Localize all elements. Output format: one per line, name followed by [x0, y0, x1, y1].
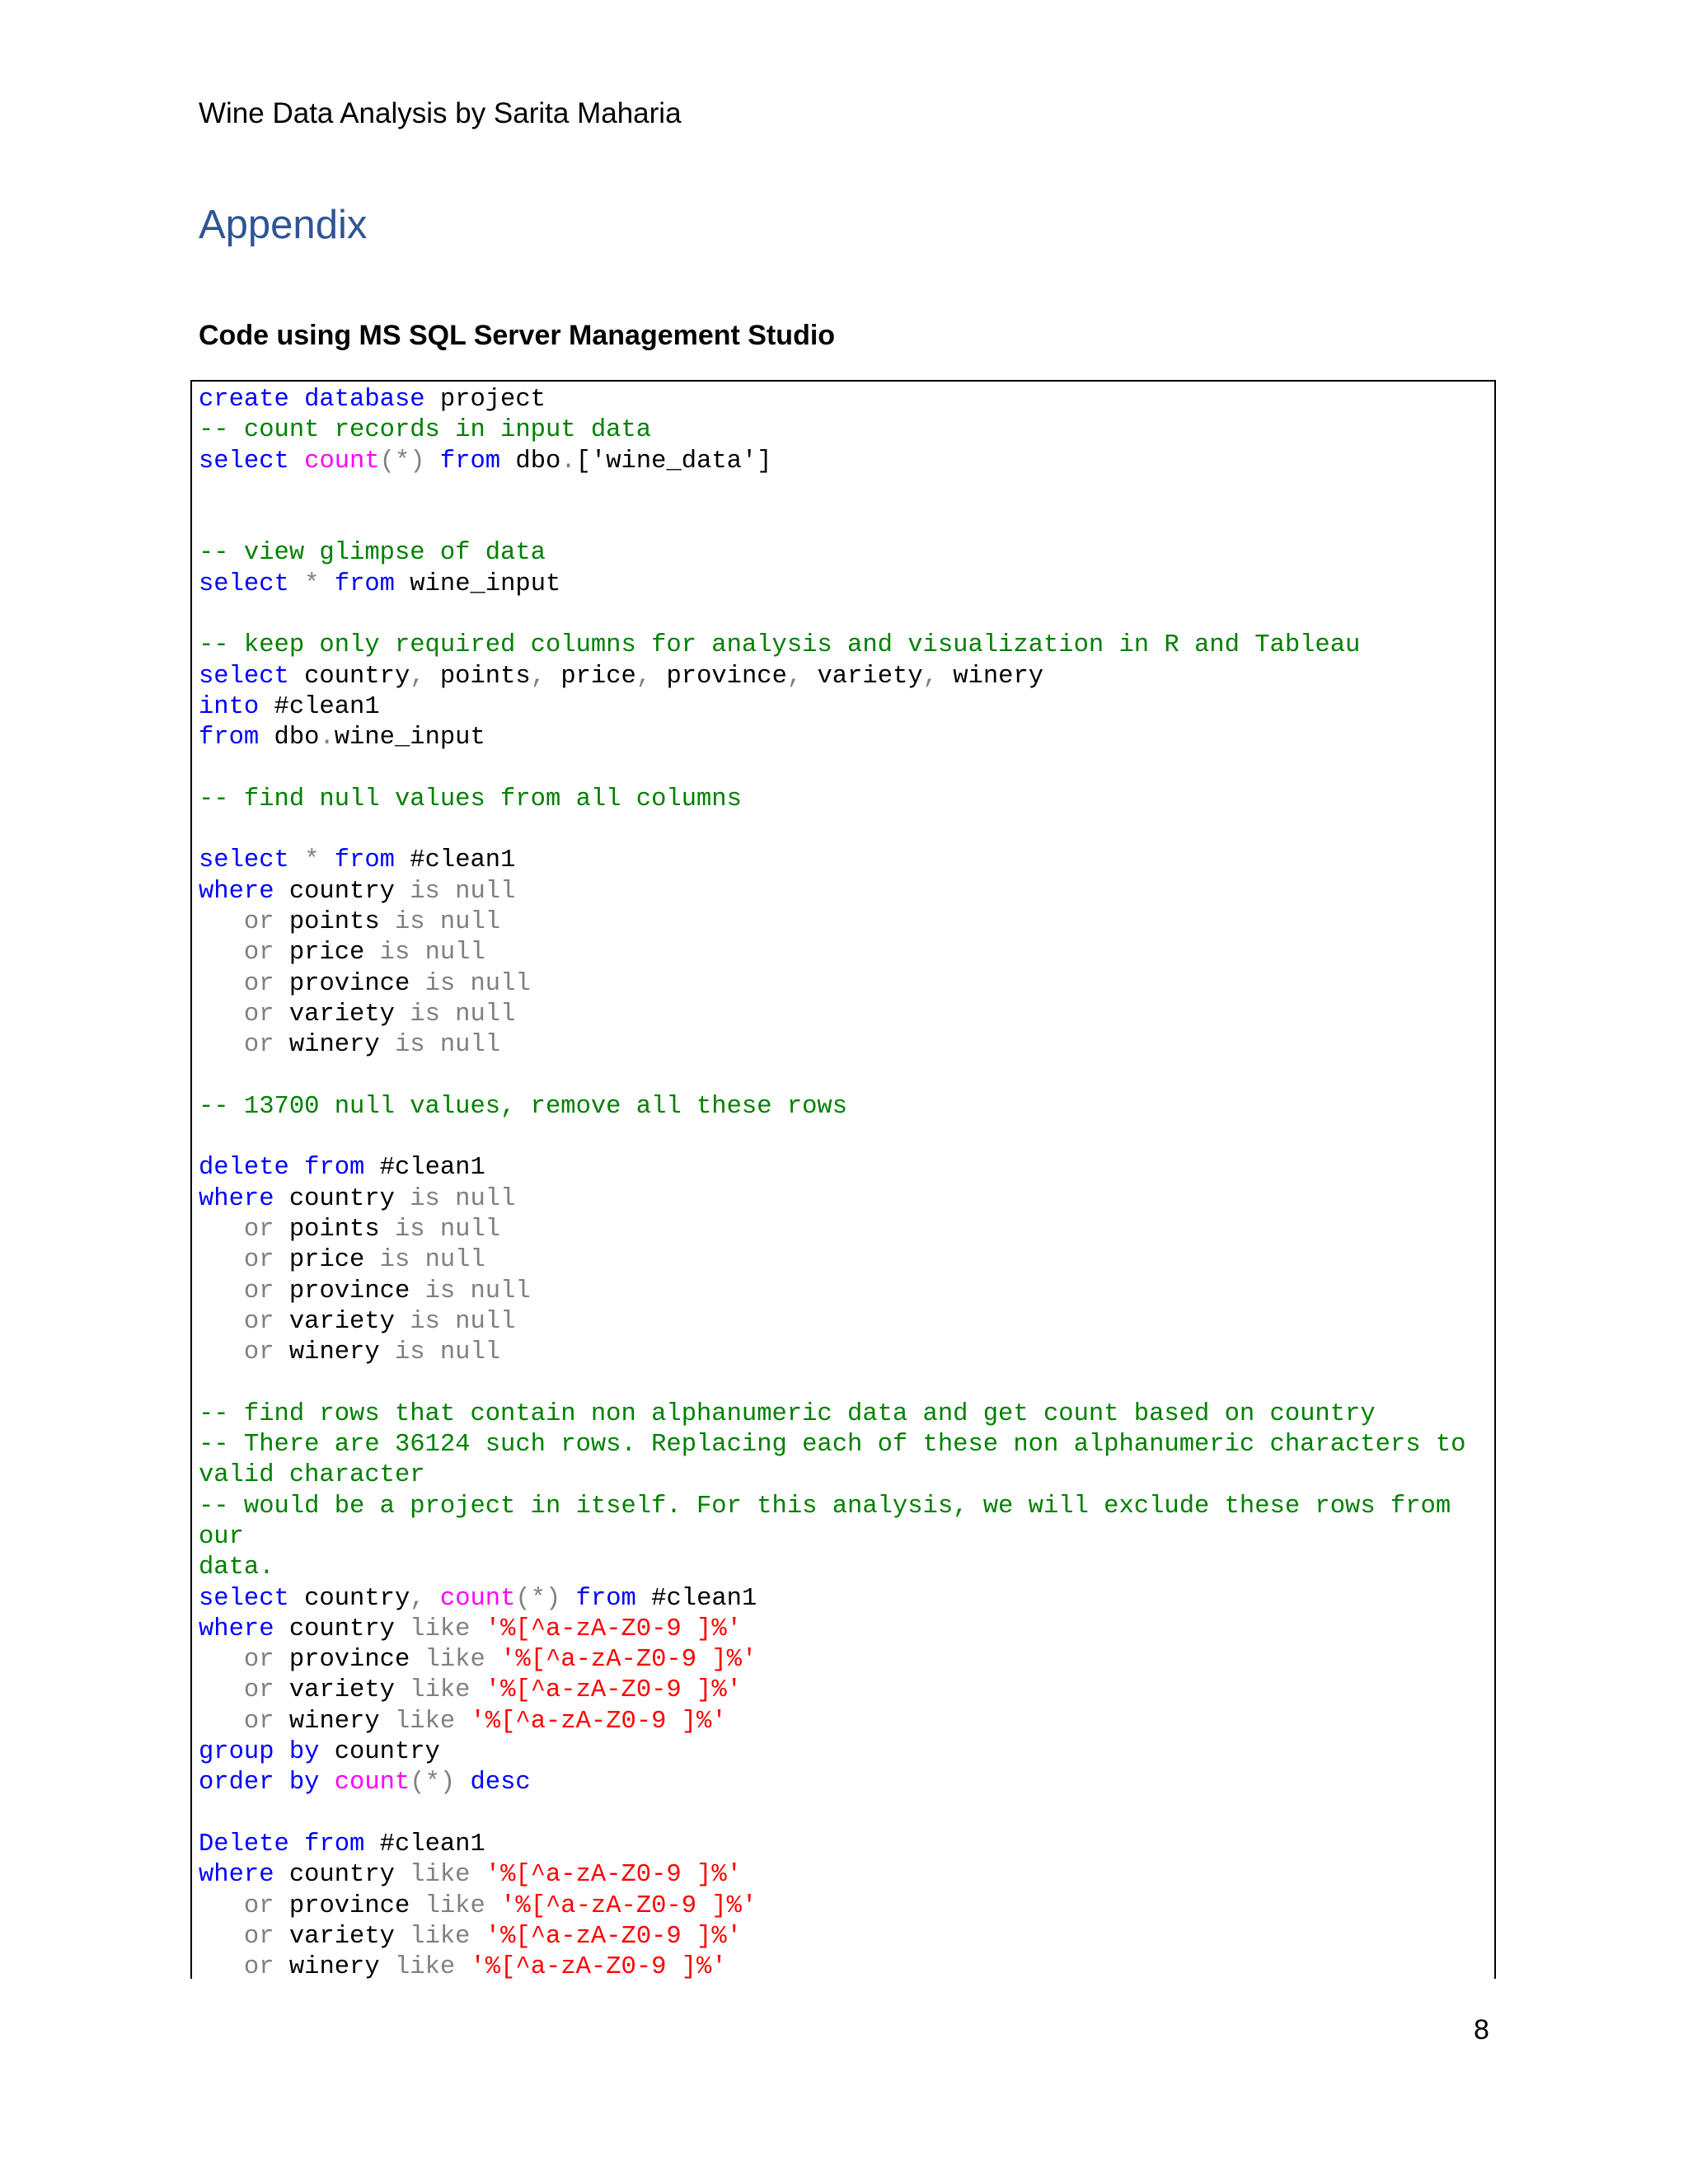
code-line: [199, 969, 1489, 1000]
code-line: [199, 1553, 1489, 1583]
sql-string: '%[^a-zA-Z0-9 ]%': [470, 1953, 727, 1982]
sql-identifier: dbo: [259, 724, 320, 752]
code-line: [199, 1615, 1489, 1645]
code-line: [199, 1153, 1489, 1183]
sql-keyword: select: [199, 662, 289, 691]
sql-operator: or: [243, 1953, 274, 1982]
sql-operator: like: [394, 1707, 456, 1736]
sql-operator: (*): [379, 447, 425, 476]
code-line: [199, 630, 1489, 661]
code-line: [199, 1799, 1489, 1830]
sql-identifier: winery: [274, 1031, 395, 1060]
code-line: [199, 877, 1489, 907]
sql-operator: is null: [394, 1216, 501, 1244]
sql-identifier: [199, 1953, 244, 1981]
code-line: [199, 692, 1489, 723]
sql-keyword: from: [334, 846, 395, 875]
section-heading: Code using MS SQL Server Management Studio: [199, 320, 836, 351]
sql-operator: .: [560, 447, 576, 476]
sql-identifier: [289, 846, 304, 874]
sql-identifier: project: [424, 386, 546, 414]
sql-string: '%[^a-zA-Z0-9 ]%': [485, 1676, 742, 1705]
sql-identifier: #clean1: [364, 1830, 485, 1858]
sql-identifier: [470, 1861, 485, 1889]
sql-identifier: price: [274, 939, 380, 968]
sql-string: '%[^a-zA-Z0-9 ]%': [485, 1861, 742, 1890]
sql-identifier: points: [424, 662, 531, 691]
code-line: [199, 415, 1489, 446]
sql-operator: ,: [922, 662, 938, 691]
sql-operator: is null: [410, 1307, 516, 1336]
sql-operator: is null: [394, 1338, 501, 1367]
sql-identifier: #clean1: [364, 1154, 485, 1183]
sql-identifier: #clean1: [394, 846, 516, 875]
sql-identifier: [455, 1769, 470, 1797]
sql-string: '%[^a-zA-Z0-9 ]%': [500, 1646, 757, 1675]
sql-identifier: [199, 1001, 244, 1029]
sql-keyword: where: [199, 1615, 274, 1643]
code-line: [199, 938, 1489, 968]
sql-operator: or: [243, 1707, 274, 1736]
code-line: [199, 662, 1489, 692]
sql-operator: or: [243, 1922, 274, 1951]
sql-identifier: [319, 570, 334, 598]
sql-identifier: [199, 1923, 244, 1951]
page-number: 8: [1474, 2014, 1489, 2046]
sql-operator: (*): [410, 1769, 456, 1797]
sql-identifier: [455, 1708, 470, 1736]
sql-identifier: variety: [274, 1922, 410, 1951]
sql-identifier: ['wine_data']: [575, 447, 772, 476]
code-line: [199, 447, 1489, 477]
sql-identifier: province: [274, 1646, 425, 1675]
code-line: [199, 1645, 1489, 1675]
sql-comment: -- keep only required columns for analysis and visualization in R and Tableau: [199, 631, 1361, 660]
sql-keyword: from: [575, 1584, 636, 1613]
running-header: Wine Data Analysis by Sarita Maharia: [199, 97, 682, 129]
sql-operator: like: [394, 1953, 456, 1982]
code-line: [199, 1277, 1489, 1307]
code-line: [199, 1092, 1489, 1122]
code-line: [199, 477, 1489, 508]
sql-identifier: winery: [937, 662, 1044, 691]
sql-keyword: select: [199, 447, 289, 476]
sql-operator: or: [243, 1216, 274, 1244]
sql-identifier: province: [274, 1891, 425, 1920]
code-line: [199, 1000, 1489, 1030]
sql-identifier: [199, 908, 244, 936]
sql-operator: .: [319, 724, 335, 752]
sql-identifier: price: [546, 662, 636, 691]
sql-operator: or: [243, 1338, 274, 1367]
sql-operator: (*): [515, 1584, 561, 1613]
sql-keyword: where: [199, 877, 274, 906]
code-line: [199, 1369, 1489, 1399]
sql-operator: is null: [394, 1031, 501, 1060]
sql-operator: like: [410, 1676, 471, 1705]
sql-identifier: country: [288, 1584, 410, 1613]
code-line: [199, 1460, 1489, 1491]
sql-identifier: [199, 1246, 244, 1274]
sql-comment: -- count records in input data: [199, 416, 652, 445]
sql-operator: is null: [394, 908, 501, 937]
code-line: [199, 1860, 1489, 1891]
code-line: [199, 1891, 1489, 1922]
code-line: [199, 385, 1489, 415]
code-line: [199, 1430, 1489, 1460]
sql-operator: or: [243, 1891, 274, 1920]
sql-keyword: delete: [199, 1154, 289, 1183]
sql-comment: -- would be a project in itself. For this analysis, we will exclude these rows from our: [199, 1492, 1466, 1551]
sql-operator: or: [243, 908, 274, 937]
sql-identifier: [289, 1154, 304, 1182]
sql-identifier: variety: [274, 1307, 410, 1336]
sql-keyword: select: [199, 569, 289, 598]
code-line: [199, 1307, 1489, 1338]
sql-keyword: select: [199, 1584, 289, 1613]
sql-identifier: winery: [274, 1707, 395, 1736]
appendix-heading: Appendix: [199, 203, 368, 247]
code-line: [199, 1184, 1489, 1215]
sql-comment: -- view glimpse of data: [199, 539, 546, 568]
sql-comment: -- 13700 null values, remove all these rows: [199, 1092, 848, 1121]
sql-identifier: variety: [274, 1000, 410, 1029]
sql-operator: is null: [424, 969, 531, 998]
code-line: [199, 1922, 1489, 1952]
sql-identifier: [470, 1676, 485, 1704]
code-line: [199, 1338, 1489, 1368]
code-line: [199, 815, 1489, 846]
code-line: [199, 1030, 1489, 1061]
sql-keyword: where: [199, 1861, 274, 1890]
sql-operator: *: [304, 569, 320, 598]
sql-operator: like: [410, 1861, 471, 1890]
code-line: [199, 1122, 1489, 1153]
sql-identifier: variety: [802, 662, 923, 691]
sql-identifier: [199, 939, 244, 967]
sql-identifier: points: [274, 908, 395, 937]
code-line: [199, 1952, 1489, 1983]
code-line: [199, 569, 1489, 600]
sql-comment: -- There are 36124 such rows. Replacing each of these non alphanumeric characters to: [199, 1431, 1466, 1460]
sql-operator: ,: [410, 1584, 425, 1613]
sql-identifier: [199, 1676, 244, 1704]
sql-operator: ,: [410, 662, 425, 691]
code-line: [199, 907, 1489, 938]
sql-operator: or: [243, 1307, 274, 1336]
sql-string: '%[^a-zA-Z0-9 ]%': [500, 1891, 757, 1920]
sql-keyword: from: [439, 447, 501, 476]
sql-keyword: select: [199, 846, 289, 875]
code-line: [199, 1245, 1489, 1276]
sql-identifier: price: [274, 1246, 380, 1275]
sql-operator: is null: [410, 1184, 516, 1213]
sql-string: '%[^a-zA-Z0-9 ]%': [485, 1922, 742, 1951]
sql-identifier: [425, 1585, 440, 1613]
sql-operator: *: [304, 846, 320, 875]
sql-operator: like: [410, 1615, 471, 1643]
sql-identifier: #clean1: [259, 692, 380, 721]
sql-operator: or: [243, 1676, 274, 1705]
sql-operator: ,: [635, 662, 652, 691]
sql-operator: or: [243, 1646, 274, 1675]
sql-operator: or: [243, 1246, 274, 1275]
sql-keyword: group by: [199, 1738, 320, 1767]
code-line: [199, 1768, 1489, 1798]
sql-identifier: [199, 1308, 244, 1336]
code-line: [199, 723, 1489, 753]
sql-operator: is null: [410, 1000, 516, 1029]
sql-identifier: winery: [274, 1338, 395, 1367]
code-line: [199, 1492, 1489, 1554]
code-line: [199, 1737, 1489, 1768]
sql-identifier: country: [319, 1738, 440, 1767]
code-line: [199, 1675, 1489, 1706]
code-line: [199, 1215, 1489, 1245]
sql-identifier: [470, 1923, 485, 1951]
sql-operator: ,: [786, 662, 803, 691]
sql-keyword: desc: [470, 1769, 531, 1797]
sql-identifier: [199, 1646, 244, 1674]
sql-string: '%[^a-zA-Z0-9 ]%': [485, 1615, 742, 1643]
sql-identifier: variety: [274, 1676, 410, 1705]
sql-identifier: wine_input: [334, 724, 485, 752]
code-line: [199, 1707, 1489, 1737]
sql-operator: ,: [530, 662, 546, 691]
sql-identifier: [199, 970, 244, 998]
sql-identifier: dbo: [500, 447, 561, 476]
sql-operator: like: [410, 1922, 471, 1951]
sql-identifier: [319, 846, 334, 874]
sql-operator: like: [424, 1891, 485, 1920]
code-line: [199, 1830, 1489, 1860]
sql-keyword: into: [199, 692, 260, 721]
sql-identifier: [199, 1216, 244, 1244]
sql-identifier: [470, 1615, 485, 1643]
sql-function: count: [334, 1769, 410, 1797]
code-line: [199, 1399, 1489, 1430]
sql-comment: -- find null values from all columns: [199, 785, 742, 813]
sql-identifier: [560, 1585, 575, 1613]
sql-identifier: [319, 1769, 334, 1797]
sql-keyword: from: [304, 1830, 365, 1858]
sql-function: count: [304, 447, 380, 476]
code-line: [199, 754, 1489, 785]
sql-keyword: from: [304, 1154, 365, 1183]
sql-comment: valid character: [199, 1461, 425, 1490]
sql-operator: is null: [410, 877, 516, 906]
sql-keyword: where: [199, 1184, 274, 1213]
sql-function: count: [439, 1584, 516, 1613]
code-line: [199, 600, 1489, 630]
sql-identifier: [199, 1338, 244, 1366]
sql-identifier: #clean1: [635, 1584, 757, 1613]
sql-identifier: points: [274, 1216, 395, 1244]
sql-identifier: [289, 1830, 304, 1858]
sql-operator: or: [243, 939, 274, 968]
sql-string: '%[^a-zA-Z0-9 ]%': [470, 1707, 727, 1736]
sql-keyword: from: [334, 569, 395, 598]
sql-identifier: country: [274, 877, 410, 906]
sql-operator: or: [243, 1031, 274, 1060]
sql-identifier: [425, 448, 440, 476]
sql-identifier: [289, 448, 304, 476]
code-line: [199, 1062, 1489, 1092]
sql-operator: is null: [379, 939, 485, 968]
sql-keyword: order by: [199, 1769, 320, 1797]
sql-keyword: create database: [199, 386, 425, 414]
sql-identifier: [199, 1892, 244, 1920]
code-line: [199, 1584, 1489, 1615]
sql-identifier: [485, 1892, 500, 1920]
sql-identifier: country: [274, 1184, 410, 1213]
sql-comment: data.: [199, 1554, 274, 1582]
sql-operator: or: [243, 1000, 274, 1029]
code-line: [199, 785, 1489, 815]
sql-identifier: [199, 1031, 244, 1059]
sql-operator: is null: [424, 1277, 531, 1305]
sql-identifier: [199, 1708, 244, 1736]
sql-identifier: country: [274, 1615, 410, 1643]
sql-operator: is null: [379, 1246, 485, 1275]
sql-operator: like: [424, 1646, 485, 1675]
sql-operator: or: [243, 969, 274, 998]
sql-identifier: province: [274, 969, 425, 998]
code-line: [199, 538, 1489, 569]
sql-identifier: province: [274, 1277, 425, 1305]
sql-identifier: province: [651, 662, 787, 691]
sql-identifier: [485, 1646, 500, 1674]
sql-identifier: country: [274, 1861, 410, 1890]
sql-identifier: [455, 1953, 470, 1981]
code-line: [199, 508, 1489, 538]
sql-identifier: country: [288, 662, 410, 691]
sql-operator: or: [243, 1277, 274, 1305]
sql-comment: -- find rows that contain non alphanumeric data and get count based on country: [199, 1399, 1376, 1428]
sql-identifier: [289, 570, 304, 598]
sql-identifier: winery: [274, 1953, 395, 1982]
sql-identifier: wine_input: [394, 569, 561, 598]
sql-keyword: Delete: [199, 1830, 289, 1858]
sql-code-block: [199, 385, 1489, 1983]
code-line: [199, 846, 1489, 876]
sql-identifier: [199, 1277, 244, 1305]
sql-keyword: from: [199, 724, 260, 752]
